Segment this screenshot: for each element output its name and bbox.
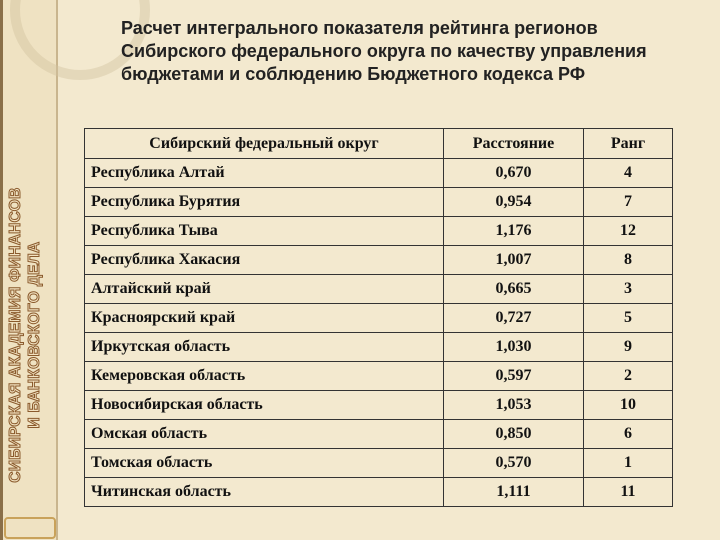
- cell-distance: 1,030: [444, 333, 584, 362]
- cell-distance: 1,007: [444, 246, 584, 275]
- table-row: [85, 420, 673, 449]
- cell-rank: 6: [584, 420, 673, 449]
- header-district: Сибирский федеральный округ: [85, 129, 444, 159]
- table-row: [85, 304, 673, 333]
- cell-rank: 5: [584, 304, 673, 333]
- cell-rank: 4: [584, 159, 673, 188]
- cell-rank: 8: [584, 246, 673, 275]
- cell-rank: 7: [584, 188, 673, 217]
- cell-region: Красноярский край: [85, 304, 444, 333]
- slide-title: Расчет интегрального показателя рейтинга регионов Сибирского федерального округа по качеству управления бюджетами и соблюдению Бюджетного кодекса РФ: [121, 18, 647, 84]
- header-distance: Расстояние: [444, 129, 584, 159]
- cell-region: Республика Алтай: [85, 159, 444, 188]
- table-row: [85, 188, 673, 217]
- cell-rank: 1: [584, 449, 673, 478]
- table-row: [85, 449, 673, 478]
- table-row: [85, 275, 673, 304]
- academy-name-line2: И БАНКОВСКОГО ДЕЛА: [26, 241, 43, 429]
- table-row: [85, 391, 673, 420]
- header-rank: Ранг: [584, 129, 673, 159]
- sidebar-edge: [0, 0, 3, 540]
- cell-distance: 0,665: [444, 275, 584, 304]
- academy-name: [6, 155, 44, 515]
- cell-region: Алтайский край: [85, 275, 444, 304]
- table-row: [85, 246, 673, 275]
- academy-name-line1: СИБИРСКАЯ АКАДЕМИЯ ФИНАНСОВ: [7, 187, 24, 483]
- cell-region: Томская область: [85, 449, 444, 478]
- table-row: [85, 159, 673, 188]
- cell-distance: 1,053: [444, 391, 584, 420]
- cell-region: Кемеровская область: [85, 362, 444, 391]
- cell-distance: 0,850: [444, 420, 584, 449]
- cell-distance: 0,597: [444, 362, 584, 391]
- cell-region: Республика Хакасия: [85, 246, 444, 275]
- table-row: [85, 217, 673, 246]
- cell-distance: 0,670: [444, 159, 584, 188]
- cell-region: Омская область: [85, 420, 444, 449]
- decorative-box: [4, 517, 56, 539]
- cell-distance: 0,954: [444, 188, 584, 217]
- table-row: [85, 478, 673, 507]
- table-row: [85, 333, 673, 362]
- cell-rank: 3: [584, 275, 673, 304]
- cell-distance: 0,727: [444, 304, 584, 333]
- cell-rank: 10: [584, 391, 673, 420]
- cell-region: Иркутская область: [85, 333, 444, 362]
- ranking-table: [84, 128, 673, 507]
- cell-distance: 1,111: [444, 478, 584, 507]
- cell-region: Республика Тыва: [85, 217, 444, 246]
- cell-distance: 0,570: [444, 449, 584, 478]
- cell-region: Читинская область: [85, 478, 444, 507]
- table-row: [85, 362, 673, 391]
- table-header: [85, 129, 673, 159]
- cell-region: Новосибирская область: [85, 391, 444, 420]
- cell-rank: 2: [584, 362, 673, 391]
- cell-region: Республика Бурятия: [85, 188, 444, 217]
- cell-rank: 9: [584, 333, 673, 362]
- cell-rank: 12: [584, 217, 673, 246]
- cell-distance: 1,176: [444, 217, 584, 246]
- cell-rank: 11: [584, 478, 673, 507]
